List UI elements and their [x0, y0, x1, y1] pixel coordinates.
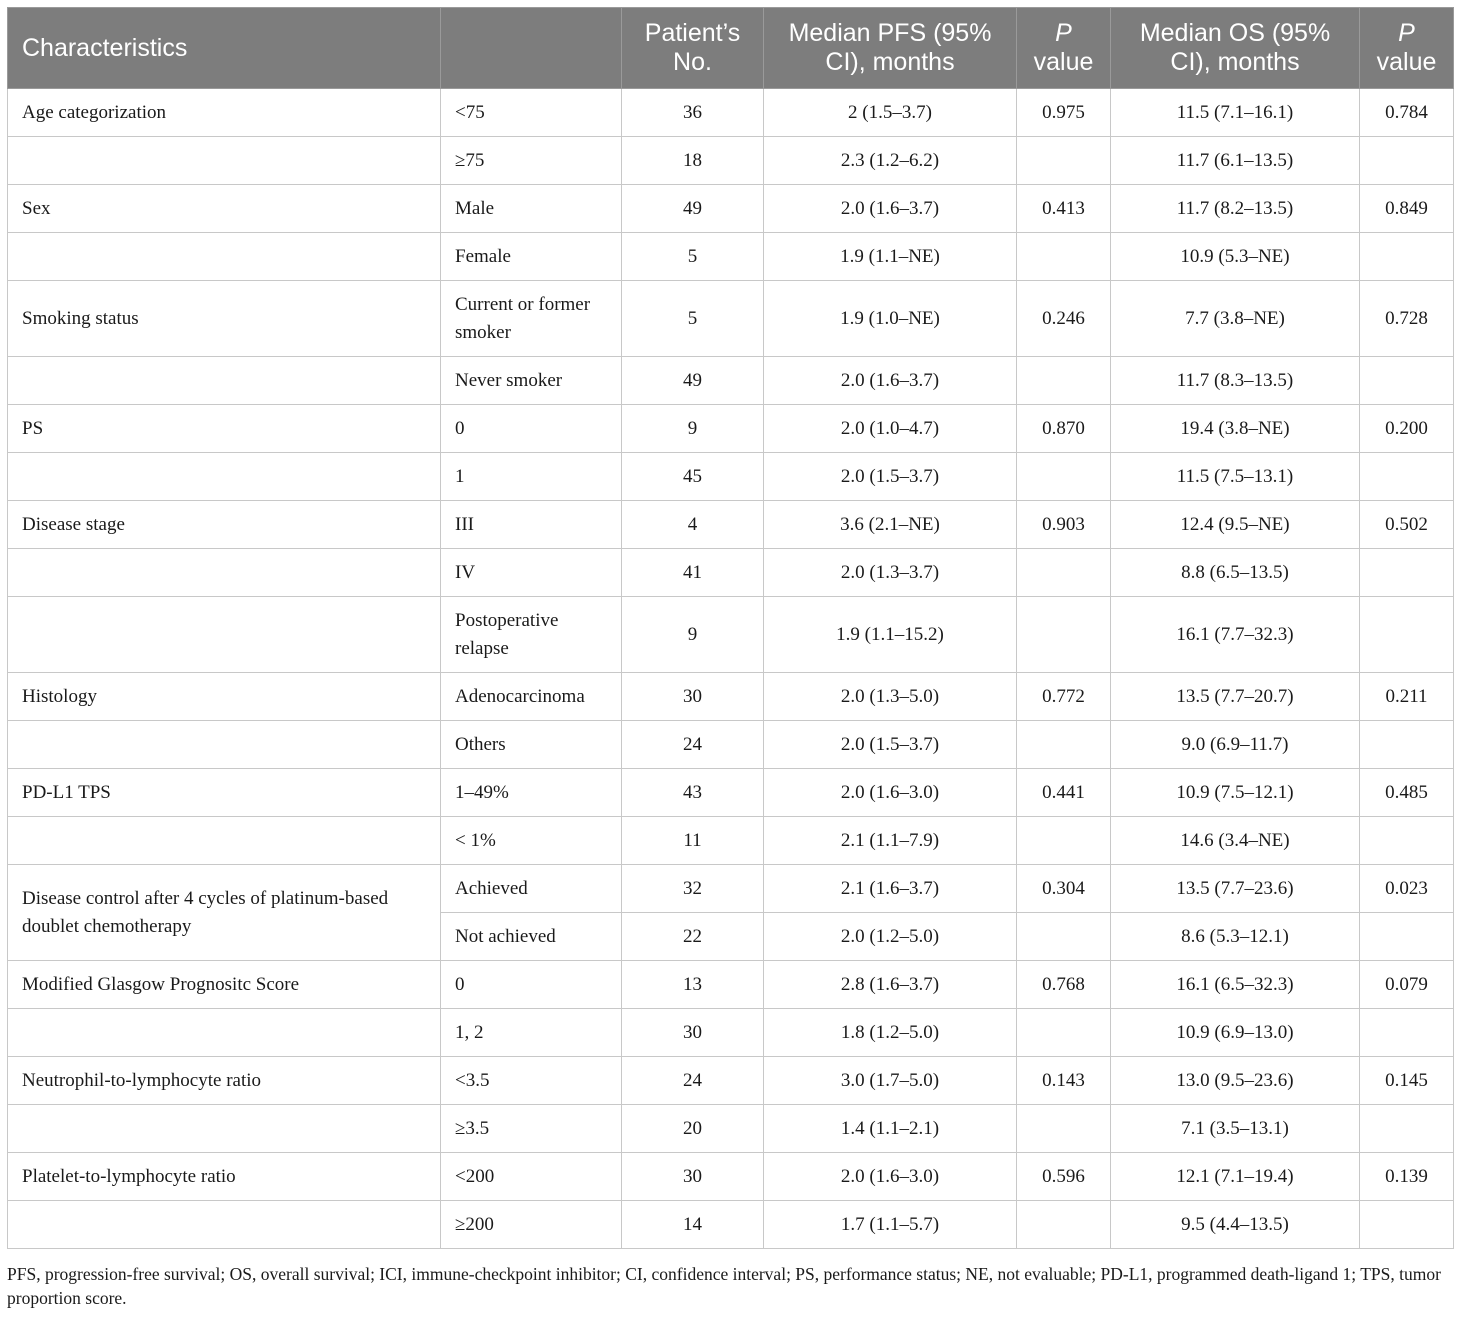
cell-characteristic: [8, 721, 441, 769]
cell-subgroup: IV: [441, 549, 622, 597]
cell-median-pfs: 1.4 (1.1–2.1): [764, 1105, 1017, 1153]
table-row: [8, 1201, 1454, 1249]
cell-median-os: 13.5 (7.7–20.7): [1111, 673, 1360, 721]
survival-table-container: [7, 7, 1453, 1249]
header-median-os: Median OS (95% CI), months: [1111, 8, 1360, 89]
cell-median-pfs: 2.0 (1.5–3.7): [764, 453, 1017, 501]
cell-patients: 11: [622, 817, 764, 865]
cell-p-value-os: 0.502: [1360, 501, 1454, 549]
table-footnote: PFS, progression-free survival; OS, overall survival; ICI, immune-checkpoint inhibitor; CI, confidence interval; PS, performance status; NE, not evaluable; PD-L1, programmed death-ligand 1; TPS, tumor proportion score.: [7, 1264, 1441, 1308]
table-row: [8, 357, 1454, 405]
cell-patients: 22: [622, 913, 764, 961]
cell-subgroup: Adenocarcinoma: [441, 673, 622, 721]
cell-median-pfs: 2.0 (1.2–5.0): [764, 913, 1017, 961]
cell-subgroup: Female: [441, 233, 622, 281]
cell-subgroup: Never smoker: [441, 357, 622, 405]
cell-median-pfs: 1.9 (1.1–NE): [764, 233, 1017, 281]
cell-subgroup: III: [441, 501, 622, 549]
cell-characteristic: [8, 597, 441, 673]
cell-median-os: 16.1 (7.7–32.3): [1111, 597, 1360, 673]
cell-p-value-pfs: 0.441: [1017, 769, 1111, 817]
cell-p-value-os: 0.784: [1360, 89, 1454, 137]
cell-characteristic: [8, 453, 441, 501]
cell-median-os: 19.4 (3.8–NE): [1111, 405, 1360, 453]
cell-median-os: 9.5 (4.4–13.5): [1111, 1201, 1360, 1249]
cell-characteristic: Disease control after 4 cycles of platinum-based doublet chemotherapy: [8, 865, 441, 961]
cell-characteristic: [8, 137, 441, 185]
cell-median-os: 12.4 (9.5–NE): [1111, 501, 1360, 549]
cell-p-value-pfs: 0.246: [1017, 281, 1111, 357]
cell-p-value-pfs: 0.870: [1017, 405, 1111, 453]
cell-median-pfs: 2 (1.5–3.7): [764, 89, 1017, 137]
cell-p-value-pfs: [1017, 137, 1111, 185]
cell-median-pfs: 2.1 (1.6–3.7): [764, 865, 1017, 913]
cell-p-value-os: [1360, 597, 1454, 673]
cell-p-value-os: [1360, 233, 1454, 281]
cell-median-pfs: 1.7 (1.1–5.7): [764, 1201, 1017, 1249]
cell-p-value-pfs: 0.772: [1017, 673, 1111, 721]
cell-median-pfs: 2.0 (1.6–3.7): [764, 357, 1017, 405]
cell-patients: 49: [622, 357, 764, 405]
cell-p-value-pfs: [1017, 357, 1111, 405]
cell-patients: 18: [622, 137, 764, 185]
cell-subgroup: 1, 2: [441, 1009, 622, 1057]
cell-characteristic: Histology: [8, 673, 441, 721]
cell-median-os: 16.1 (6.5–32.3): [1111, 961, 1360, 1009]
cell-subgroup: 1–49%: [441, 769, 622, 817]
header-p-value-pfs: P value: [1017, 8, 1111, 89]
cell-median-pfs: 2.0 (1.6–3.0): [764, 769, 1017, 817]
cell-p-value-pfs: 0.596: [1017, 1153, 1111, 1201]
cell-median-os: 9.0 (6.9–11.7): [1111, 721, 1360, 769]
cell-median-pfs: 1.8 (1.2–5.0): [764, 1009, 1017, 1057]
table-row: [8, 1105, 1454, 1153]
cell-patients: 13: [622, 961, 764, 1009]
cell-patients: 5: [622, 233, 764, 281]
cell-median-pfs: 2.8 (1.6–3.7): [764, 961, 1017, 1009]
table-row: [8, 769, 1454, 817]
cell-median-pfs: 2.0 (1.3–5.0): [764, 673, 1017, 721]
cell-subgroup: Achieved: [441, 865, 622, 913]
cell-characteristic: [8, 357, 441, 405]
cell-characteristic: Modified Glasgow Prognositc Score: [8, 961, 441, 1009]
cell-patients: 14: [622, 1201, 764, 1249]
cell-patients: 30: [622, 673, 764, 721]
cell-p-value-pfs: [1017, 233, 1111, 281]
table-row: [8, 673, 1454, 721]
cell-characteristic: Neutrophil-to-lymphocyte ratio: [8, 1057, 441, 1105]
cell-p-value-os: 0.485: [1360, 769, 1454, 817]
cell-p-value-pfs: [1017, 1105, 1111, 1153]
cell-p-value-os: [1360, 549, 1454, 597]
cell-median-pfs: 2.0 (1.5–3.7): [764, 721, 1017, 769]
cell-p-value-os: [1360, 453, 1454, 501]
table-header-row: [8, 8, 1454, 89]
cell-characteristic: [8, 1009, 441, 1057]
cell-median-os: 7.1 (3.5–13.1): [1111, 1105, 1360, 1153]
cell-p-value-pfs: [1017, 913, 1111, 961]
cell-characteristic: PS: [8, 405, 441, 453]
cell-subgroup: <75: [441, 89, 622, 137]
cell-p-value-os: [1360, 913, 1454, 961]
cell-p-value-os: 0.728: [1360, 281, 1454, 357]
cell-patients: 30: [622, 1009, 764, 1057]
cell-p-value-pfs: 0.143: [1017, 1057, 1111, 1105]
cell-median-os: 13.5 (7.7–23.6): [1111, 865, 1360, 913]
cell-characteristic: [8, 233, 441, 281]
cell-patients: 45: [622, 453, 764, 501]
table-row: [8, 233, 1454, 281]
cell-p-value-pfs: [1017, 1201, 1111, 1249]
table-row: [8, 89, 1454, 137]
table-row: [8, 1153, 1454, 1201]
cell-median-pfs: 2.1 (1.1–7.9): [764, 817, 1017, 865]
cell-subgroup: 0: [441, 961, 622, 1009]
cell-characteristic: Platelet-to-lymphocyte ratio: [8, 1153, 441, 1201]
cell-median-os: 13.0 (9.5–23.6): [1111, 1057, 1360, 1105]
cell-p-value-os: [1360, 1009, 1454, 1057]
table-row: [8, 281, 1454, 357]
table-row: [8, 501, 1454, 549]
cell-median-os: 10.9 (7.5–12.1): [1111, 769, 1360, 817]
cell-median-pfs: 2.0 (1.3–3.7): [764, 549, 1017, 597]
cell-p-value-os: 0.200: [1360, 405, 1454, 453]
cell-subgroup: 1: [441, 453, 622, 501]
cell-p-value-pfs: [1017, 721, 1111, 769]
cell-median-os: 11.5 (7.1–16.1): [1111, 89, 1360, 137]
cell-subgroup: Not achieved: [441, 913, 622, 961]
cell-p-value-os: [1360, 137, 1454, 185]
cell-p-value-os: 0.145: [1360, 1057, 1454, 1105]
cell-median-pfs: 2.0 (1.6–3.7): [764, 185, 1017, 233]
cell-median-os: 7.7 (3.8–NE): [1111, 281, 1360, 357]
table-row: [8, 597, 1454, 673]
table-row: [8, 961, 1454, 1009]
cell-subgroup: ≥200: [441, 1201, 622, 1249]
cell-patients: 36: [622, 89, 764, 137]
table-row: [8, 1009, 1454, 1057]
cell-median-pfs: 2.0 (1.6–3.0): [764, 1153, 1017, 1201]
cell-median-os: 10.9 (6.9–13.0): [1111, 1009, 1360, 1057]
cell-p-value-os: 0.023: [1360, 865, 1454, 913]
table-row: [8, 1057, 1454, 1105]
cell-characteristic: Age categorization: [8, 89, 441, 137]
cell-median-os: 11.5 (7.5–13.1): [1111, 453, 1360, 501]
cell-subgroup: < 1%: [441, 817, 622, 865]
table-row: [8, 137, 1454, 185]
header-patients: Patient’s No.: [622, 8, 764, 89]
cell-median-os: 11.7 (8.3–13.5): [1111, 357, 1360, 405]
cell-subgroup: ≥75: [441, 137, 622, 185]
cell-subgroup: Current or former smoker: [441, 281, 622, 357]
cell-p-value-pfs: [1017, 597, 1111, 673]
cell-patients: 30: [622, 1153, 764, 1201]
cell-patients: 24: [622, 1057, 764, 1105]
cell-median-pfs: 1.9 (1.1–15.2): [764, 597, 1017, 673]
cell-subgroup: Male: [441, 185, 622, 233]
header-median-pfs: Median PFS (95% CI), months: [764, 8, 1017, 89]
cell-median-os: 11.7 (6.1–13.5): [1111, 137, 1360, 185]
cell-patients: 5: [622, 281, 764, 357]
cell-characteristic: Smoking status: [8, 281, 441, 357]
cell-p-value-pfs: 0.768: [1017, 961, 1111, 1009]
cell-p-value-pfs: [1017, 549, 1111, 597]
cell-subgroup: 0: [441, 405, 622, 453]
cell-patients: 32: [622, 865, 764, 913]
cell-patients: 20: [622, 1105, 764, 1153]
cell-p-value-os: [1360, 817, 1454, 865]
cell-median-os: 8.6 (5.3–12.1): [1111, 913, 1360, 961]
cell-characteristic: [8, 817, 441, 865]
cell-p-value-os: [1360, 357, 1454, 405]
cell-median-os: 10.9 (5.3–NE): [1111, 233, 1360, 281]
cell-patients: 43: [622, 769, 764, 817]
table-row: [8, 453, 1454, 501]
table-row: [8, 721, 1454, 769]
cell-subgroup: ≥3.5: [441, 1105, 622, 1153]
cell-patients: 24: [622, 721, 764, 769]
cell-p-value-pfs: [1017, 453, 1111, 501]
cell-patients: 9: [622, 597, 764, 673]
cell-subgroup: Postoperative relapse: [441, 597, 622, 673]
table-row: [8, 185, 1454, 233]
cell-p-value-pfs: 0.413: [1017, 185, 1111, 233]
cell-characteristic: Sex: [8, 185, 441, 233]
cell-patients: 49: [622, 185, 764, 233]
cell-p-value-pfs: [1017, 1009, 1111, 1057]
cell-subgroup: <200: [441, 1153, 622, 1201]
cell-median-pfs: 2.0 (1.0–4.7): [764, 405, 1017, 453]
cell-p-value-os: 0.211: [1360, 673, 1454, 721]
cell-median-pfs: 3.0 (1.7–5.0): [764, 1057, 1017, 1105]
cell-p-value-os: 0.139: [1360, 1153, 1454, 1201]
header-p-value-os: P value: [1360, 8, 1454, 89]
cell-p-value-pfs: [1017, 817, 1111, 865]
table-row: [8, 405, 1454, 453]
cell-median-os: 12.1 (7.1–19.4): [1111, 1153, 1360, 1201]
survival-table: [7, 7, 1454, 1249]
cell-median-pfs: 3.6 (2.1–NE): [764, 501, 1017, 549]
cell-characteristic: [8, 1201, 441, 1249]
cell-characteristic: [8, 549, 441, 597]
cell-characteristic: Disease stage: [8, 501, 441, 549]
cell-patients: 9: [622, 405, 764, 453]
cell-p-value-pfs: 0.975: [1017, 89, 1111, 137]
cell-p-value-pfs: 0.304: [1017, 865, 1111, 913]
header-characteristics: Characteristics: [8, 8, 441, 89]
cell-p-value-os: [1360, 1105, 1454, 1153]
cell-subgroup: Others: [441, 721, 622, 769]
cell-median-pfs: 1.9 (1.0–NE): [764, 281, 1017, 357]
cell-median-os: 14.6 (3.4–NE): [1111, 817, 1360, 865]
cell-p-value-os: [1360, 721, 1454, 769]
cell-subgroup: <3.5: [441, 1057, 622, 1105]
table-body: [8, 89, 1454, 1249]
table-row: [8, 817, 1454, 865]
table-row: [8, 549, 1454, 597]
cell-median-os: 11.7 (8.2–13.5): [1111, 185, 1360, 233]
cell-characteristic: [8, 1105, 441, 1153]
cell-p-value-pfs: 0.903: [1017, 501, 1111, 549]
cell-p-value-os: [1360, 1201, 1454, 1249]
cell-patients: 4: [622, 501, 764, 549]
cell-p-value-os: 0.079: [1360, 961, 1454, 1009]
cell-median-os: 8.8 (6.5–13.5): [1111, 549, 1360, 597]
cell-p-value-os: 0.849: [1360, 185, 1454, 233]
header-subgroup: [441, 8, 622, 89]
cell-patients: 41: [622, 549, 764, 597]
cell-characteristic: PD-L1 TPS: [8, 769, 441, 817]
cell-median-pfs: 2.3 (1.2–6.2): [764, 137, 1017, 185]
table-row: [8, 865, 1454, 913]
